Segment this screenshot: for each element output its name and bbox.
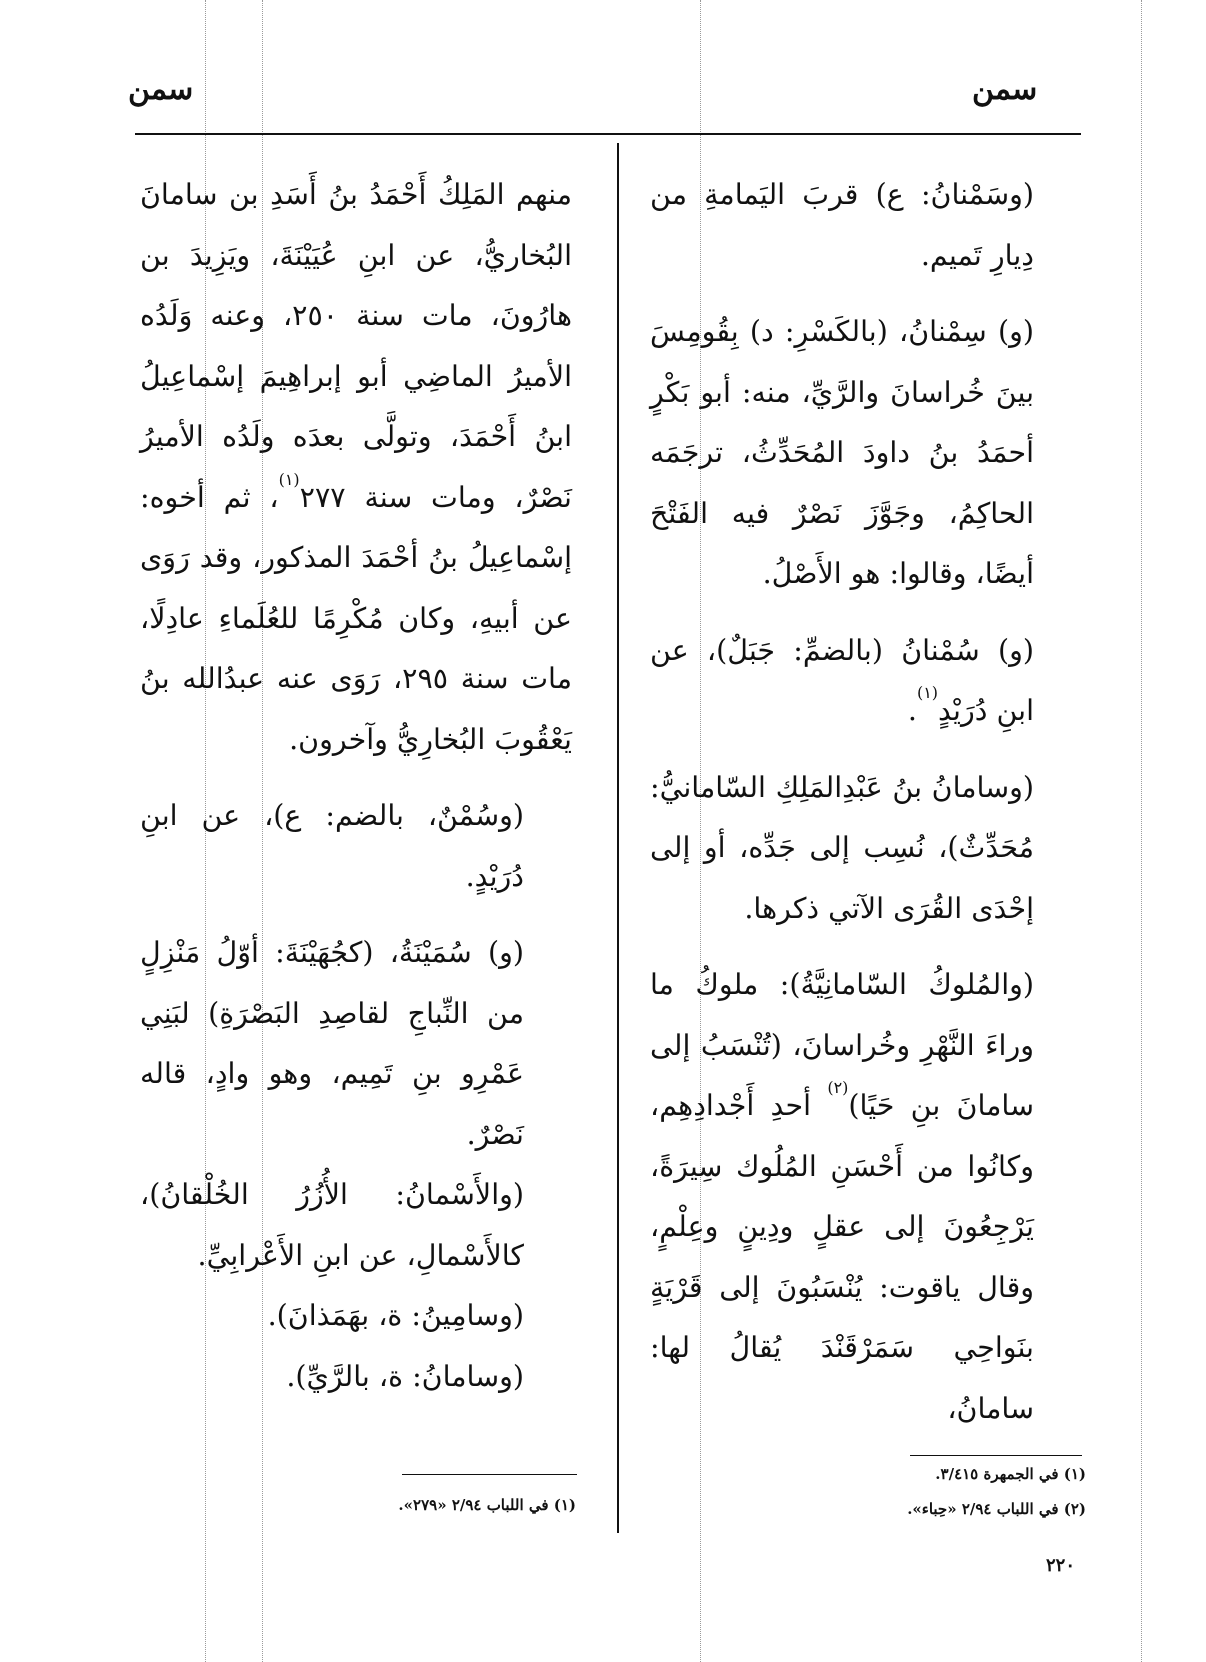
left-column [140,165,572,1407]
entry-paragraph [650,758,1082,940]
entry-paragraph [140,165,572,770]
entry-text: (و) سِمْنانُ، (بالكَسْرِ: د) بِقُومِسَ بينَ خُراسانَ والرَّيِّ، منه: أبو بَكْرٍ أحمَدُ بنُ داودَ المُحَدِّثُ، ترجَمَه الحاكِمُ، وجَوَّزَ نَصْرٌ فيه الفَتْحَ أيضًا، وقالوا: هو الأَصْلُ. [650,315,1034,590]
entry-paragraph [650,165,1082,286]
entry-text: (وسُمْنٌ، بالضم: ع)، عن ابنِ دُرَيْدٍ. [140,799,524,893]
footnote-rule-left [402,1474,577,1475]
footnote-rule-right [910,1455,1082,1456]
footnote-marker: (١) [278,469,300,489]
right-column [650,165,1082,1439]
entry-paragraph [140,923,572,1165]
entry-text: (و) سُمَيْنَةُ، (كجُهَيْنَةَ: أوّلُ مَنْزِلٍ من النِّباجِ لقاصِدِ البَصْرَةِ) لبَنِي عَمْرِو بنِ تَمِيم، وهو وادٍ، قاله نَصْرٌ. [140,936,524,1151]
entry-paragraph [140,786,572,907]
entry-text: (وسامانُ: ة، بالرَّيِّ). [286,1359,524,1393]
entry-text: (و) سُمْنانُ (بالضمِّ: جَبَلٌ)، عن ابنِ دُرَيْدٍ [650,633,1034,727]
entry-text: أحدِ أَجْدادِهِم، وكانُوا من أَحْسَنِ المُلُوك سِيرَةً، يَرْجِعُونَ إلى عقلٍ ودِينٍ وعِلْمٍ، وقال ياقوت: يُنْسَبُونَ إلى قَرْيَةٍ بنَواحِي سَمَرْقَنْدَ يُقالُ لها: سامانُ، [650,1089,1034,1425]
footnote-marker: (٢) [827,1078,849,1097]
entry-paragraph [650,302,1082,605]
footnote-right-1: (١) في الجمهرة ٣/٤١٥. [935,1465,1086,1483]
header-rule [135,133,1081,135]
entry-paragraph [140,1165,572,1286]
entry-text: ، ثم أخوه: إسْماعِيلُ بنُ أحْمَدَ المذكور، وقد رَوَى عن أبيهِ، وكان مُكْرِمًا للعُلَماءِ عادِلًا، مات سنة ٢٩٥، رَوَى عنه عبدُالله بنُ يَعْقُوبَ البُخارِيُّ وآخرون. [140,480,572,756]
entry-paragraph [140,1286,572,1347]
footnote-left-1: (١) في اللباب ٢/٩٤ «٢٧٩». [398,1496,576,1514]
running-header-left: سمن [128,72,194,107]
scan-guide-line [1141,0,1142,1662]
entry-text: منهم المَلِكُ أَحْمَدُ بنُ أَسَدِ بن سامانَ البُخاريُّ، عن ابنِ عُيَيْنَةَ، ويَزِيدَ بن هارُونَ، مات سنة ٢٥٠، وعنه وَلَدُه الأميرُ الماضِي أبو إبراهِيمَ إسْماعِيلُ ابنُ أَحْمَدَ، وتولَّى بعدَه ولَدُه الأميرُ نَصْرٌ، ومات سنة ٢٧٧ [140,178,572,514]
entry-paragraph [650,621,1082,742]
entry-text: . [907,694,917,727]
column-divider [617,143,619,1533]
entry-text: (وسَمْنانُ: ع) قربَ اليَمامةِ من دِيارِ تَميم. [650,178,1034,272]
entry-text: (والأَسْمانُ: الأُزُرُ الخُلْقانُ)، كالأَسْمالِ، عن ابنِ الأَعْرابِيِّ. [140,1178,524,1272]
running-header-right: سمن [972,72,1038,107]
page-number: ٢٢٠ [1046,1555,1076,1576]
entry-text: (وسامانُ بنُ عَبْدِالمَلِكِ السّامانيُّ: مُحَدِّثٌ)، نُسِب إلى جَدِّه، أو إلى إحْدَى القُرَى الآتي ذكرها. [650,770,1034,925]
entry-text: (والمُلوكُ السّامانِيَّةُ): ملوكُ ما وراءَ النَّهْرِ وخُراسانَ، (تُنْسَبُ إلى سامانَ بنِ حَيًا) [650,968,1034,1122]
entry-text: (وسامِينُ: ة، بهَمَذانَ). [267,1299,524,1332]
footnote-right-2: (٢) في اللباب ٢/٩٤ «حِباء». [907,1500,1086,1518]
entry-paragraph [650,955,1082,1439]
footnote-marker: (١) [916,683,939,702]
entry-paragraph [140,1347,572,1408]
